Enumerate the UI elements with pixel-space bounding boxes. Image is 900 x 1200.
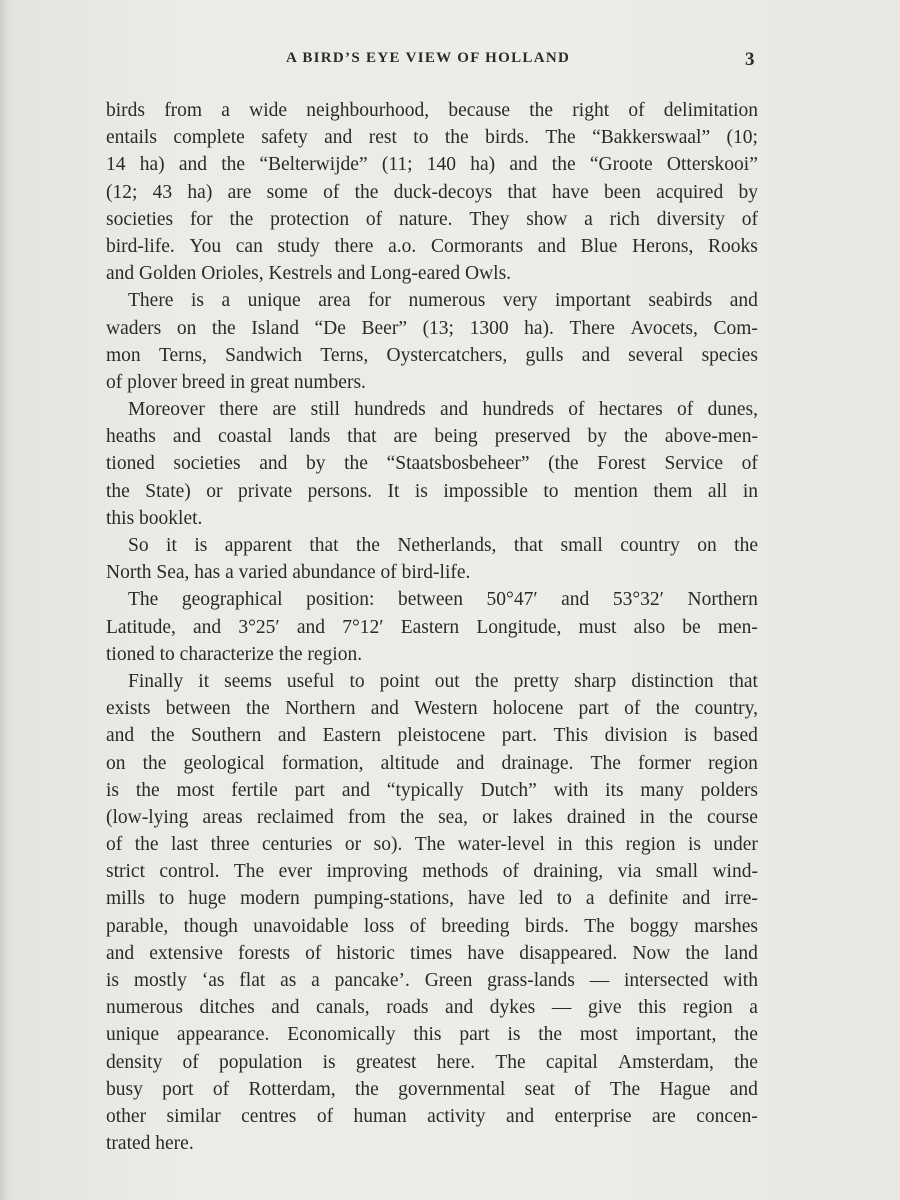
running-title: A BIRD’S EYE VIEW OF HOLLAND: [286, 50, 571, 66]
text-line: mon Terns, Sandwich Terns, Oystercatchers, gulls and several species: [106, 344, 758, 366]
text-line: is mostly ‘as flat as a pancake’. Green grass-lands — intersected with: [106, 970, 758, 991]
text-line: Moreover there are still hundreds and hundreds of hectares of dunes,: [128, 399, 758, 421]
text-line: waders on the Island “De Beer” (13; 1300 ha). There Avocets, Com-: [106, 317, 758, 339]
text-line: is the most fertile part and “typically Dutch” with its many polders: [106, 779, 758, 801]
text-line: (12; 43 ha) are some of the duck-decoys that have been acquired by: [106, 181, 758, 203]
text-line: unique appearance. Economically this part is the most important, the: [106, 1024, 758, 1046]
text-line: and the Southern and Eastern pleistocene part. This division is based: [106, 725, 758, 747]
text-line: and Golden Orioles, Kestrels and Long-eared Owls.: [106, 263, 512, 285]
paragraph: [106, 532, 758, 586]
text-line: Latitude, and 3°25′ and 7°12′ Eastern Longitude, must also be men-: [106, 616, 758, 638]
text-line: on the geological formation, altitude and drainage. The former region: [106, 752, 758, 774]
text-line: of plover breed in great numbers.: [106, 371, 366, 393]
text-line: bird-life. You can study there a.o. Cormorants and Blue Herons, Rooks: [106, 235, 758, 257]
paragraph: [106, 668, 758, 1157]
text-line: density of population is greatest here. The capital Amsterdam, the: [106, 1051, 758, 1073]
text-line: birds from a wide neighbourhood, because the right of delimitation: [106, 100, 758, 121]
page-number: 3: [745, 49, 755, 70]
text-line: strict control. The ever improving methods of draining, via small wind-: [106, 861, 758, 883]
page-gutter-shadow: [0, 0, 10, 1200]
paragraph: [106, 586, 758, 668]
text-line: heaths and coastal lands that are being preserved by the above-men-: [106, 426, 758, 448]
text-line: So it is apparent that the Netherlands, that small country on the: [128, 535, 758, 556]
text-line: (low-lying areas reclaimed from the sea, or lakes drained in the course: [106, 806, 758, 828]
text-line: 14 ha) and the “Belterwijde” (11; 140 ha) and the “Groote Otterskooi”: [106, 154, 758, 176]
text-line: of the last three centuries or so). The water-level in this region is under: [106, 834, 758, 856]
text-line: North Sea, has a varied abundance of bird-life.: [106, 562, 471, 584]
text-line: societies for the protection of nature. They show a rich diversity of: [106, 208, 758, 230]
text-line: numerous ditches and canals, roads and dykes — give this region a: [106, 997, 758, 1019]
text-line: exists between the Northern and Western holocene part of the country,: [106, 698, 758, 720]
text-line: tioned societies and by the “Staatsbosbeheer” (the Forest Service of: [106, 453, 758, 475]
text-line: entails complete safety and rest to the birds. The “Bakkerswaal” (10;: [106, 127, 758, 149]
text-line: this booklet.: [106, 507, 203, 529]
text-line: trated here.: [106, 1133, 194, 1155]
paragraph: [106, 97, 758, 287]
text-line: parable, though unavoidable loss of breeding birds. The boggy marshes: [106, 915, 758, 937]
paragraph: [106, 287, 758, 396]
text-line: There is a unique area for numerous very important seabirds and: [128, 290, 758, 312]
text-line: and extensive forests of historic times have disappeared. Now the land: [106, 942, 758, 964]
text-line: The geographical position: between 50°47′ and 53°32′ Northern: [128, 589, 758, 611]
text-line: busy port of Rotterdam, the governmental seat of The Hague and: [106, 1078, 758, 1100]
text-line: other similar centres of human activity and enterprise are concen-: [106, 1105, 758, 1127]
page-header: [0, 50, 900, 74]
text-line: the State) or private persons. It is impossible to mention them all in: [106, 480, 758, 502]
text-line: mills to huge modern pumping-stations, have led to a definite and irre-: [106, 888, 758, 910]
text-line: tioned to characterize the region.: [106, 643, 363, 665]
text-line: Finally it seems useful to point out the pretty sharp distinction that: [128, 670, 758, 692]
paragraph: [106, 396, 758, 532]
body-text: [106, 97, 758, 1157]
